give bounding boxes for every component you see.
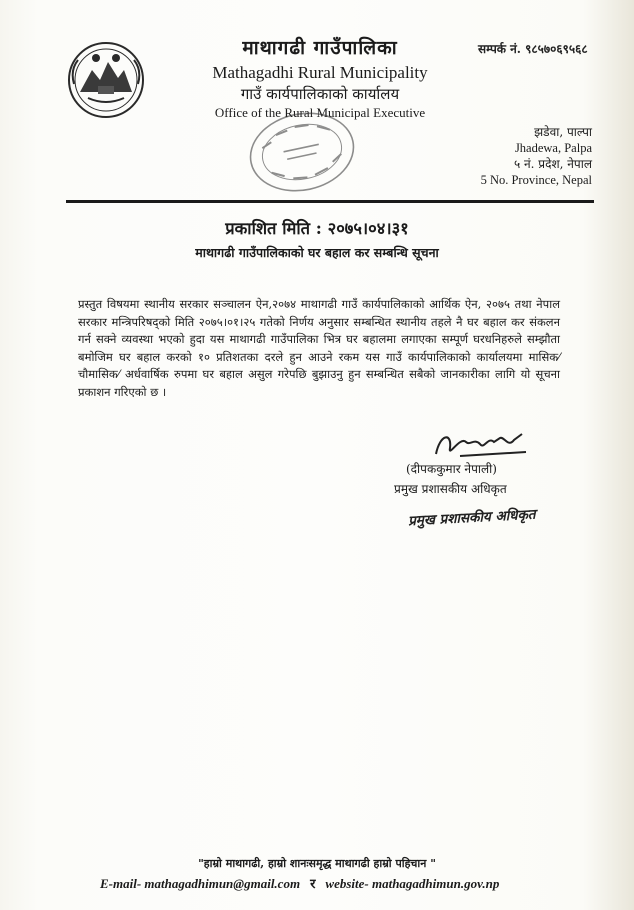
designation-stamp: प्रमुख प्रशासकीय अधिकृत — [407, 506, 536, 530]
office-name-np: गाउँ कार्यपालिकाको कार्यालय — [240, 85, 400, 103]
address-np: झडेवा, पाल्पा — [534, 125, 592, 139]
footer-separator: र — [310, 877, 316, 892]
province-np: ५ नं. प्रदेश, नेपाल — [513, 157, 592, 171]
signature-mark — [430, 428, 530, 462]
province-en: 5 No. Province, Nepal — [480, 173, 592, 187]
published-date-title: प्रकाशित मिति : २०७५।०४।३१ — [225, 219, 409, 238]
municipality-name-np: माथागढी गाउँपालिका — [242, 37, 398, 59]
nepal-emblem-logo — [66, 40, 146, 120]
municipality-name-en: Mathagadhi Rural Municipality — [212, 63, 428, 82]
header-divider — [66, 200, 594, 203]
address-en: Jhadewa, Palpa — [514, 141, 592, 155]
notice-body: प्रस्तुत विषयमा स्थानीय सरकार सञ्चालन ऐन,२०७४ माथागढी गाउँ कार्यपालिकाको आर्थिक ऐन, २०७५ तथा नेपाल सरकार मन्त्रिपरिषद्को मिति २०७५।०१।२५ गतेको निर्णय अनुसार सम्बन्धित स्थानीय तहले नै घर बहाल कर संकलन गर्न सक्ने व्यवस्था भएको हुदा यस माथागढी गाउँपालिका भित्र घर बहालमा लगाएका सम्पूर्ण घरधनिहरुले सम्झौता बमोजिम घर बहाल करको १० प्रतिशतका दरले हुन आउने रकम यस गाउँ कार्यपालिकाको कार्यालयमा मासिक⁄ चौमासिक⁄ अर्धवार्षिक रुपमा घर बहाल असुल गरेपछि बुझाउनु हुन सम्बन्धित सबैको जानकारीका लागि यो सूचना प्रकाशन गरिएको छ । — [78, 297, 560, 399]
notice-subject: माथागढी गाउँपालिकाको घर बहाल कर सम्बन्धि सूचना — [195, 245, 439, 260]
signatory-name: (दीपककुमार नेपाली) — [406, 462, 497, 476]
footer-contact-line — [100, 874, 499, 892]
footer-website: website- mathagadhimun.gov.np — [325, 876, 500, 891]
contact-number: सम्पर्क नं. ९८५७०६९५६८ — [478, 42, 588, 56]
address-block — [470, 124, 592, 188]
office-stamp — [240, 106, 364, 198]
signatory-designation: प्रमुख प्रशासकीय अधिकृत — [394, 482, 507, 496]
footer-slogan: "हाम्रो माथागढी, हाम्रो शानःसमृद्ध माथागढी हाम्रो पहिचान " — [198, 857, 436, 870]
office-name-en: Office of the Rural Municipal Executive — [214, 105, 426, 120]
footer-email: E-mail- mathagadhimun@gmail.com — [100, 876, 301, 891]
